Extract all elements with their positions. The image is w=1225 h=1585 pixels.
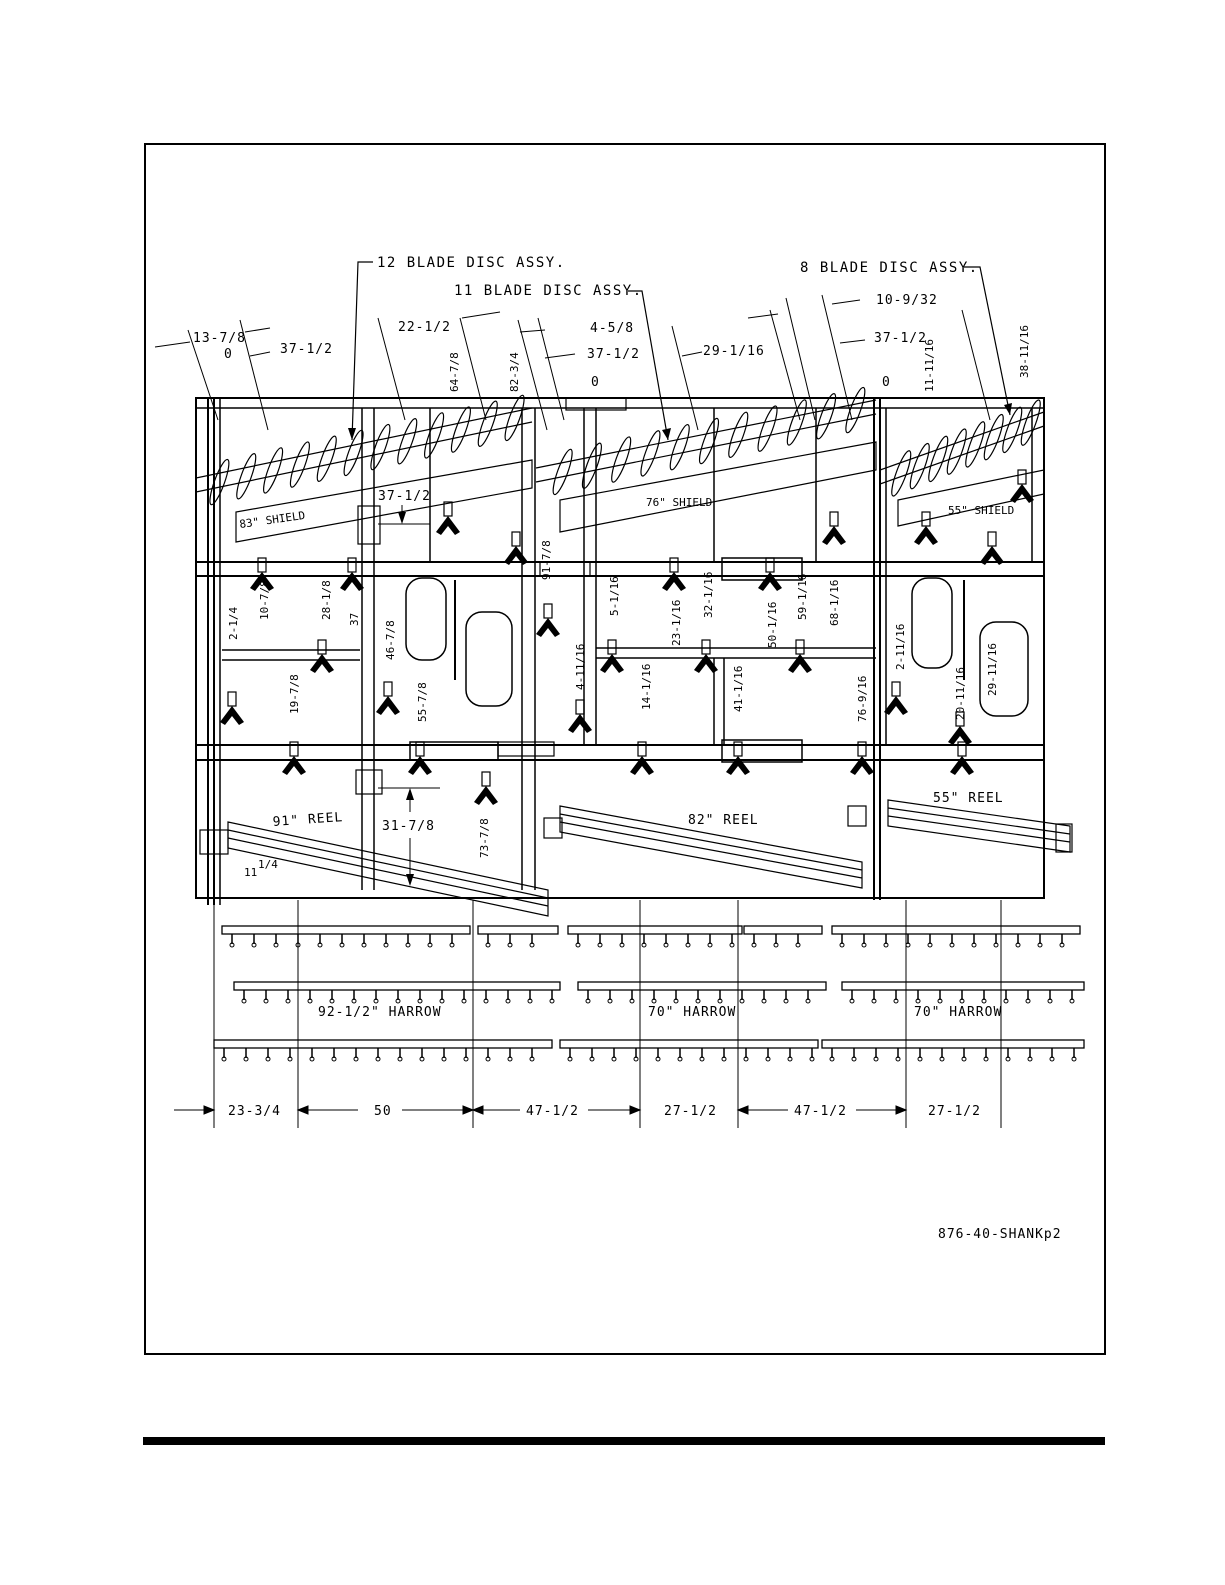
sweep-shank	[220, 706, 244, 725]
dim-shank: 5-1/16	[608, 576, 621, 616]
sweep-shank	[568, 714, 592, 733]
disc-blade	[784, 398, 810, 447]
reel-label: 82" REEL	[688, 813, 759, 828]
dim-vertical: 64-7/8	[448, 352, 461, 392]
zero-mark: 0	[882, 375, 891, 390]
shank-stem	[258, 558, 266, 572]
harrow-label: 70" HARROW	[914, 1005, 1003, 1020]
dim-shank: 76-9/16	[856, 675, 869, 722]
harrow-bar	[214, 1040, 552, 1048]
shank-stem	[482, 772, 490, 786]
sweep-shank	[282, 756, 306, 775]
disc-blade	[1018, 398, 1044, 447]
harrow-bar	[578, 982, 826, 990]
dim-shank: 32-1/16	[702, 571, 715, 618]
sweep-shank	[436, 516, 460, 535]
shank-stem	[670, 558, 678, 572]
dim-top: 22-1/2	[398, 320, 451, 335]
dim-top: 37-1/2	[280, 342, 333, 357]
shank-stem	[228, 692, 236, 706]
disc-blade	[925, 435, 951, 484]
reel-label: 91" REEL	[272, 810, 344, 830]
reel-label: 55" REEL	[933, 791, 1004, 806]
disc-blade	[608, 435, 634, 484]
dim-mid-31: 31-7/8	[382, 819, 435, 834]
dim-shank: 50-1/16	[766, 601, 779, 648]
footer-rule	[143, 1437, 1105, 1445]
dim-shank: 68-1/16	[828, 579, 841, 626]
disc-blade	[842, 386, 868, 435]
sweep-shank	[914, 526, 938, 545]
sweep-shank	[340, 572, 364, 591]
dim-shank: 20-11/16	[954, 667, 967, 720]
zero-mark: 0	[591, 375, 600, 390]
dim-vertical: 11-11/16	[923, 339, 936, 392]
disc-blade	[944, 427, 970, 476]
harrow-bar	[222, 926, 470, 934]
dim-shank: 59-1/16	[796, 573, 809, 620]
shank-stem	[766, 558, 774, 572]
sweep-shank	[950, 756, 974, 775]
sweep-shank	[726, 756, 750, 775]
disc-blade	[394, 417, 420, 466]
harrow-bar	[568, 926, 742, 934]
top-dimension-labels	[193, 293, 938, 362]
harrow-bar	[478, 926, 558, 934]
harrow-bar	[822, 1040, 1084, 1048]
shank-stem	[988, 532, 996, 546]
disc-blade	[999, 406, 1025, 455]
dim-bottom: 27-1/2	[664, 1104, 717, 1119]
dim-shank: 2-11/16	[894, 623, 907, 670]
disc-blade	[421, 411, 447, 460]
shank-stem	[544, 604, 552, 618]
disc-blade	[550, 448, 576, 497]
disc-blade	[233, 452, 259, 501]
sweep-shank	[310, 654, 334, 673]
shank-stem	[702, 640, 710, 654]
harrow-bar	[744, 926, 822, 934]
dim-shank: 23-1/16	[670, 599, 683, 646]
shank-stem	[576, 700, 584, 714]
callout-12-blade-label: 12 BLADE DISC ASSY.	[377, 255, 566, 271]
shank-stem	[318, 640, 326, 654]
disc-blade	[696, 417, 722, 466]
sweep-shank	[758, 572, 782, 591]
reel-small-dim-frac: 1/4	[258, 858, 278, 871]
dim-bottom: 47-1/2	[794, 1104, 847, 1119]
shield-label: 83" SHIELD	[238, 508, 307, 531]
dim-shank: 4-11/16	[574, 643, 587, 690]
harrow-label: 70" HARROW	[648, 1005, 737, 1020]
sweep-shank	[408, 756, 432, 775]
harrow-tine-bars	[214, 926, 1084, 1061]
dim-top: 13-7/8	[193, 331, 246, 346]
disc-blade	[667, 423, 693, 472]
dim-shank: 55-7/8	[416, 682, 429, 722]
sweep-shank	[884, 696, 908, 715]
shank-stem	[796, 640, 804, 654]
dim-shank: 10-7/8	[258, 580, 271, 620]
reel-small-dim-whole: 11	[244, 866, 258, 879]
dim-bottom: 23-3/4	[228, 1104, 281, 1119]
harrow-bar	[832, 926, 1080, 934]
harrow-label: 92-1/2" HARROW	[318, 1005, 442, 1020]
dim-bottom: 47-1/2	[526, 1104, 579, 1119]
disc-blade	[725, 411, 751, 460]
sweep-shank	[1010, 484, 1034, 503]
bottom-dimension-labels	[228, 1104, 981, 1119]
zero-mark: 0	[224, 347, 233, 362]
dim-shank: 19-7/8	[288, 674, 301, 714]
sweep-shank	[822, 526, 846, 545]
dim-shank: 28-1/8	[320, 580, 333, 620]
harrow-bar	[842, 982, 1084, 990]
dim-top: 10-9/32	[876, 293, 938, 308]
shank-stem	[348, 558, 356, 572]
disc-blade	[962, 420, 988, 469]
disc-blade	[475, 399, 501, 448]
dim-shank: 46-7/8	[384, 620, 397, 660]
shank-stem	[608, 640, 616, 654]
sweep-shank	[630, 756, 654, 775]
dim-shank: 91-7/8	[540, 540, 553, 580]
sweep-shank	[474, 786, 498, 805]
disc-blade	[448, 405, 474, 454]
disc-blade	[579, 441, 605, 490]
dim-vertical: 82-3/4	[508, 352, 521, 392]
dim-shank: 29-11/16	[986, 643, 999, 696]
sweep-shank	[536, 618, 560, 637]
disc-gangs	[196, 400, 1044, 542]
sweep-shank	[850, 756, 874, 775]
harrow-bar	[560, 1040, 818, 1048]
disc-blade	[314, 434, 340, 483]
sweep-shank	[788, 654, 812, 673]
disc-blade	[981, 413, 1007, 462]
dim-mid-37: 37-1/2	[378, 489, 431, 504]
shank-stem	[512, 532, 520, 546]
disc-blade	[368, 423, 394, 472]
callout-8-blade-label: 8 BLADE DISC ASSY.	[800, 260, 979, 276]
shank-stem	[830, 512, 838, 526]
dim-bottom: 27-1/2	[928, 1104, 981, 1119]
sweep-shank	[600, 654, 624, 673]
dim-top: 29-1/16	[703, 344, 765, 359]
disc-blade	[638, 429, 664, 478]
dim-top: 37-1/2	[874, 331, 927, 346]
sweep-shank	[662, 572, 686, 591]
callout-11-blade-label: 11 BLADE DISC ASSY.	[454, 283, 643, 299]
sweep-shank	[376, 696, 400, 715]
dim-bottom: 50	[374, 1104, 392, 1119]
harrow-bar	[234, 982, 560, 990]
shank-stem	[892, 682, 900, 696]
dim-top: 37-1/2	[587, 347, 640, 362]
drawing-id: 876-40-SHANKp2	[938, 1227, 1062, 1242]
shank-stem	[384, 682, 392, 696]
disc-blade	[813, 392, 839, 441]
dim-top: 4-5/8	[590, 321, 635, 336]
dim-shank: 2-1/4	[227, 606, 240, 640]
dim-shank: 73-7/8	[478, 818, 491, 858]
dim-shank: 41-1/16	[732, 665, 745, 712]
dim-shank: 37	[348, 612, 361, 626]
shield-label: 55" SHIELD	[948, 504, 1015, 517]
disc-blade	[287, 440, 313, 489]
shield-label: 76" SHIELD	[646, 496, 713, 509]
disc-blade	[260, 446, 286, 495]
disc-blade	[755, 404, 781, 453]
dim-vertical: 38-11/16	[1018, 325, 1031, 378]
disc-blade	[502, 394, 528, 443]
shank-stem	[1018, 470, 1026, 484]
dim-shank: 14-1/16	[640, 663, 653, 710]
